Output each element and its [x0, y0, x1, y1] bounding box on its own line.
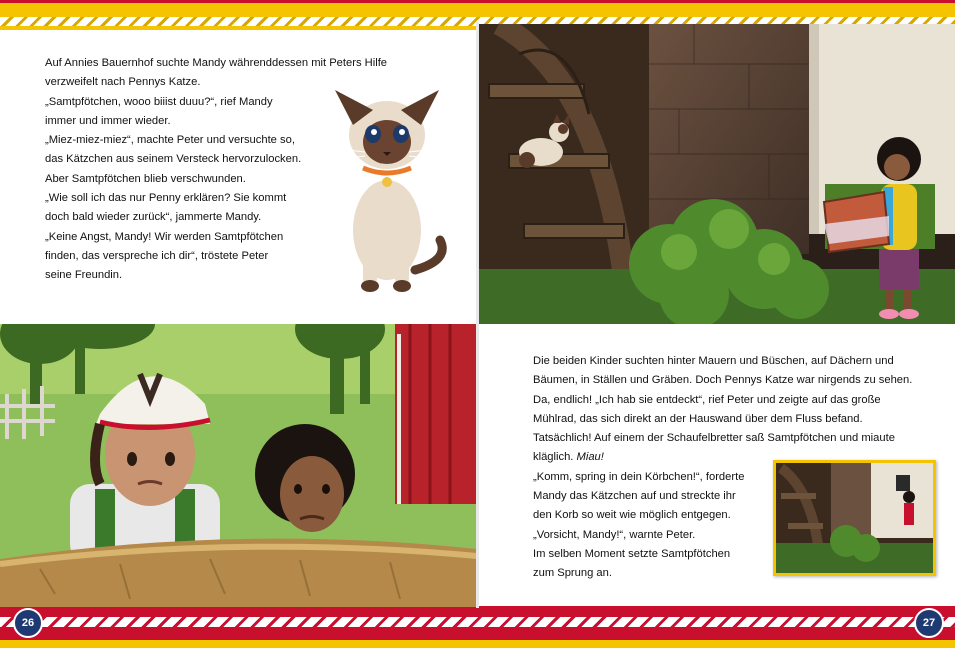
story-line: den Korb so weit wie möglich entgegen. [533, 509, 731, 522]
story-line: Mühlrad, das sich direkt an der Hauswand über dem Fluss befand. [533, 412, 863, 425]
bottom-decorative-stripe [0, 606, 955, 648]
story-line: Bäumen, in Ställen und Gräben. Doch Pennys Katze war nirgends zu sehen. [533, 374, 913, 387]
story-line: seine Freundin. [45, 269, 123, 282]
story-line: „Komm, spring in dein Körbchen!“, forderte [533, 470, 745, 483]
story-line: „Keine Angst, Mandy! Wir werden Samtpfötchen [45, 230, 284, 243]
story-line: Aber Samtpfötchen blieb verschwunden. [45, 172, 246, 185]
story-line: zum Sprung an. [533, 567, 612, 580]
story-line: das Kätzchen aus seinem Versteck hervorzulocken. [45, 153, 302, 166]
story-line: Mandy das Kätzchen auf und streckte ihr [533, 490, 736, 503]
story-line: Die beiden Kinder suchten hinter Mauern und Büschen, auf Dächern und [533, 355, 894, 367]
story-line: „Wie soll ich das nur Penny erklären? Sie kommt [45, 192, 287, 205]
mill-wheel-scene-illustration [479, 24, 955, 324]
story-line: Da, endlich! „Ich hab sie entdeckt“, rief Peter und zeigte auf das große [533, 393, 881, 406]
inset-mill-photo [773, 460, 936, 576]
story-line: immer und immer wieder. [45, 114, 171, 127]
story-line: Tatsächlich! Auf einem der Schaufelbretter saß Samtpfötchen und miaute [533, 432, 895, 445]
page-number-left: 26 [13, 608, 43, 638]
page-number-right: 27 [914, 608, 944, 638]
story-line: Auf Annies Bauernhof suchte Mandy währenddessen mit Peters Hilfe [45, 57, 388, 69]
basket [824, 192, 889, 252]
siamese-cat-illustration [325, 90, 450, 295]
page-gutter [476, 22, 479, 608]
story-line: Im selben Moment setzte Samtpfötchen [533, 547, 731, 560]
story-line: finden, das verspreche ich dir“, tröstete Peter [45, 249, 269, 262]
story-line: „Vorsicht, Mandy!“, warnte Peter. [533, 528, 696, 541]
kids-behind-haybale-illustration [0, 324, 477, 607]
story-line: „Samtpfötchen, wooo biiist duuu?“, rief Mandy [45, 95, 273, 108]
miau-exclamation: Miau! [576, 451, 604, 464]
story-line-text: kläglich. [533, 451, 574, 464]
story-line: verzweifelt nach Pennys Katze. [45, 76, 201, 89]
story-line: doch bald wieder zurück“, jammerte Mandy. [45, 211, 262, 224]
story-line: „Miez-miez-miez“, machte Peter und versuchte so, [45, 134, 295, 147]
